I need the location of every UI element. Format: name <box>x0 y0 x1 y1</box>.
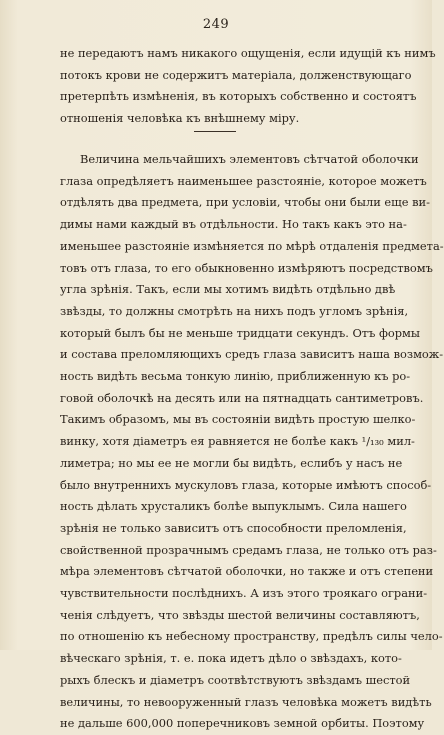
text-line: величины, то невооруженный глазъ человѣка можетъ видѣть <box>60 694 432 709</box>
text-line: товъ отъ глаза, то его обыкновенно измѣряютъ посредствомъ <box>60 260 433 275</box>
continuation-paragraph <box>60 43 436 130</box>
text-line: именьшее разстояніе измѣняется по мѣрѣ отдаленія предмета- <box>60 238 444 253</box>
page-number: 249 <box>202 17 230 32</box>
text-line: ность дѣлать хрусталикъ болѣе выпуклымъ. Сила нашего <box>60 499 407 514</box>
text-line: вѣческаго зрѣнія, т. е. пока идетъ дѣло о звѣздахъ, кото- <box>60 651 402 666</box>
text-line: глаза опредѣляетъ наименьшее разстояніе, которое можетъ <box>60 173 427 188</box>
text-line: мѣра элементовъ сѣтчатой оболочки, но также и отъ степени <box>60 564 434 579</box>
text-line: претерпѣть измѣненія, въ которыхъ собственно и состоятъ <box>60 89 417 104</box>
text-line: угла зрѣнія. Такъ, если мы хотимъ видѣть отдѣльно двѣ <box>60 282 396 297</box>
text-line: было внутреннихъ мускуловъ глаза, которые имѣютъ способ- <box>60 477 432 492</box>
text-line: по отношенію къ небесному пространству, предѣлъ силы чело- <box>60 629 443 644</box>
text-line: чувствительности послѣднихъ. А изъ этого троякаго ограни- <box>60 586 428 601</box>
text-line: ность видѣть весьма тонкую линію, приближенную къ ро- <box>60 369 411 384</box>
text-line: и состава преломляющихъ средъ глаза зависитъ наша возмож- <box>60 347 444 362</box>
text-line: лиметра; но мы ее не могли бы видѣть, еслибъ у насъ не <box>60 455 403 470</box>
text-line: звѣзды, то должны смотрѣть на нихъ подъ угломъ зрѣнія, <box>60 303 409 318</box>
text-line: винку, хотя діаметръ ея равняется не болѣе какъ ¹/₁₃₀ мил- <box>60 434 415 449</box>
text-line: отдѣлять два предмета, при условіи, чтобы они были еще ви- <box>60 195 430 210</box>
text-line: димы нами каждый въ отдѣльности. Но такъ какъ это на- <box>60 217 407 232</box>
text-line: отношенія человѣка къ внѣшнему міру. <box>60 111 300 126</box>
text-line: потокъ крови не содержитъ матеріала, долженствующаго <box>60 67 412 82</box>
section-divider <box>194 131 236 132</box>
text-line: говой оболочкѣ на десять или на пятнадцать сантиметровъ. <box>60 390 424 405</box>
text-line: который былъ бы не меньше тридцати секундъ. Отъ формы <box>60 325 420 340</box>
text-line: Величина мельчайшихъ элементовъ сѣтчатой оболочки <box>80 152 419 166</box>
text-line: зрѣнія не только зависитъ отъ способности преломленія, <box>60 520 407 535</box>
text-line: рыхъ блескъ и діаметръ соотвѣтствуютъ звѣздамъ шестой <box>60 672 411 687</box>
text-line: ченія слѣдуетъ, что звѣзды шестой величины составляютъ, <box>60 607 420 622</box>
text-line: Такимъ образомъ, мы въ состояніи видѣть простую шелко- <box>60 412 416 427</box>
main-paragraph <box>60 149 444 735</box>
text-line: свойственной прозрачнымъ средамъ глаза, не только отъ раз- <box>60 542 437 557</box>
text-line: не дальше 600,000 поперечниковъ земной орбиты. Поэтому <box>60 716 425 731</box>
text-line: не передаютъ намъ никакого ощущенія, если идущій къ нимъ <box>60 46 436 60</box>
